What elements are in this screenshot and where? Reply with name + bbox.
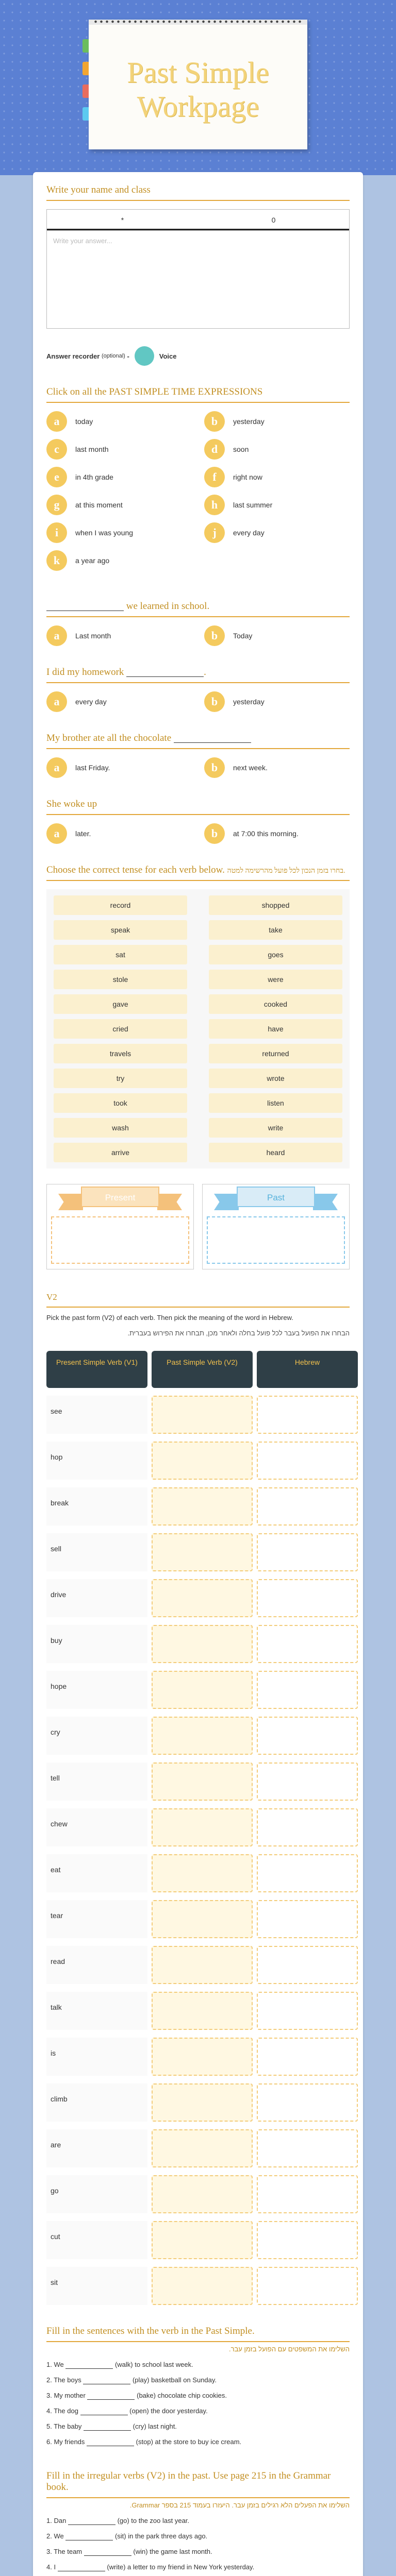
table-col-1: * [121,216,124,224]
heading-rule [46,748,350,749]
answer-blank[interactable] [80,2408,128,2415]
hebrew-drop-cell[interactable] [257,1487,358,1526]
table-row [46,1487,350,1526]
verb-cell: hop [46,1442,147,1480]
verb-cell: sit [46,2267,147,2305]
verb-chip[interactable]: shopped [209,895,342,915]
ribbon-tail-left [58,1194,83,1210]
question-heading: Fill in the sentences with the verb in the Past Simple. [46,2326,255,2336]
choice-text: every day [233,529,265,537]
verb-cell: tell [46,1762,147,1801]
choice-list [46,411,350,571]
verb-chip[interactable]: returned [209,1044,342,1063]
verb-chip[interactable]: took [54,1093,187,1113]
letter-a: a [46,757,67,778]
past-drop-cell[interactable] [152,2221,253,2259]
notepad-tabs [82,39,89,130]
heading-hebrew: השלימו את הפעלים הלא רגילים בזמן עבר. היעזרו בעמוד 215 בספר Grammar. [129,2501,350,2509]
recorder-label: Answer recorder [46,352,100,360]
present-drop-zone[interactable] [51,1216,189,1264]
sort-area [46,1184,350,1269]
letter-b: b [204,757,225,778]
answer-blank [46,603,124,611]
choice-e[interactable] [46,467,192,487]
verb-chip[interactable]: gave [54,994,187,1014]
heading-text: Choose the correct tense for each verb below. [46,865,225,875]
verb-chip[interactable]: goes [209,945,342,964]
letter-a: a [46,823,67,844]
letter-a: a [46,691,67,712]
choice-c[interactable] [46,439,192,460]
answer-blank[interactable] [87,2439,134,2446]
tab-blue [82,107,89,121]
table-col-2: 0 [271,216,276,224]
sentence-end: (open) the door yesterday. [129,2407,208,2415]
choice-text: when I was young [75,529,134,537]
choice-text: last summer [233,501,273,509]
verb-cell: cut [46,2221,147,2259]
table-row [46,1992,350,2030]
table-row [46,1808,350,1846]
hebrew-drop-cell[interactable] [257,1762,358,1801]
hebrew-drop-cell[interactable] [257,1396,358,1434]
past-drop-cell[interactable] [152,2267,253,2305]
answer-blank[interactable] [83,2377,130,2384]
present-column [46,1184,194,1269]
table-row [46,1946,350,1984]
instructions-hebrew: הבחרו את הפועל בעבר לכל פועל בחלה ולאחר מכן, תבחרו את הפירוש בעברית. [127,1329,350,1337]
past-drop-cell[interactable] [152,1992,253,2030]
table-row [46,1900,350,1938]
sentence-row [46,2560,350,2575]
past-drop-cell[interactable] [152,2038,253,2076]
question-heading [46,601,350,612]
verb-cell: cry [46,1717,147,1755]
verb-cell: are [46,2129,147,2167]
sentence-start: 5. The baby [46,2422,82,2430]
table-row [46,1762,350,1801]
question-chocolate [46,733,350,778]
table-header [47,210,349,230]
sentence-start: 4. The dog [46,2407,78,2415]
past-drop-cell[interactable] [152,1946,253,1984]
verb-cell: buy [46,1625,147,1663]
choice-a[interactable] [46,411,192,432]
page-title: Past Simple Workpage [127,56,269,123]
answer-blank[interactable] [65,2533,113,2540]
choice-b[interactable] [204,823,350,844]
letter-a: a [46,625,67,646]
verb-chip[interactable]: take [209,920,342,940]
past-column [202,1184,350,1269]
ribbon-tail-right [157,1194,182,1210]
verb-cell: eat [46,1854,147,1892]
question-woke-up [46,799,350,844]
choice-text: yesterday [233,417,265,426]
record-button[interactable] [135,346,154,366]
letter-h: h [204,495,225,515]
heading-text: I did my homework [46,667,124,677]
sentence-row [46,2372,350,2388]
sentence-row [46,2513,350,2529]
sentence-start: 2. We [46,2532,64,2540]
verb-cell: tear [46,1900,147,1938]
letter-b: b [204,691,225,712]
sentence-end: (cry) last night. [133,2422,177,2430]
past-drop-cell[interactable] [152,1900,253,1938]
heading-text: we learned in school. [126,601,210,612]
table-row [46,1717,350,1755]
question-heading [46,667,350,678]
choice-a[interactable] [46,691,192,712]
letter-g: g [46,495,67,515]
verb-cell: read [46,1946,147,1984]
table-row [46,2038,350,2076]
heading-hebrew: השלימו את המשפטים עם הפועל בזמן עבר. [228,2345,350,2353]
past-drop-cell[interactable] [152,1579,253,1617]
sentence-row [46,2403,350,2419]
hebrew-drop-cell[interactable] [257,1442,358,1480]
question-name-class [46,184,350,366]
choice-text: Today [233,632,253,640]
present-label: Present [81,1187,159,1207]
answer-blank[interactable] [84,2424,131,2431]
sentence-row [46,2357,350,2372]
verb-chip[interactable]: listen [209,1093,342,1113]
past-ribbon [207,1184,345,1216]
sentence-row [46,2419,350,2434]
hebrew-drop-cell[interactable] [257,1900,358,1938]
choice-a[interactable] [46,625,192,646]
question-fill-regular [46,2326,350,2450]
worksheet [33,172,363,2576]
sentence-start: 4. I [46,2563,56,2571]
verb-chip[interactable]: try [54,1069,187,1088]
verb-cell: go [46,2175,147,2213]
v2-table [46,1351,350,2305]
letter-i: i [46,522,67,543]
answer-recorder [46,346,350,366]
sentence-start: 3. My mother [46,2392,86,2399]
ribbon-tail-right [313,1194,338,1210]
letter-a: a [46,411,67,432]
verb-chip[interactable]: stole [54,970,187,989]
question-school [46,601,350,646]
hebrew-drop-cell[interactable] [257,2083,358,2122]
letter-c: c [46,439,67,460]
heading-rule [46,1307,350,1308]
choice-text: in 4th grade [75,473,113,481]
choice-b[interactable] [204,411,350,432]
question-fill-irregular [46,2470,350,2576]
col-present: Present Simple Verb (V1) [46,1351,147,1388]
heading-rule [46,616,350,617]
choice-text: last month [75,445,109,453]
past-drop-cell[interactable] [152,1442,253,1480]
hebrew-drop-cell[interactable] [257,2175,358,2213]
choice-d[interactable] [204,439,350,460]
answer-textarea[interactable]: Write your answer... [47,230,349,328]
table-header-row [46,1351,350,1388]
choice-text: yesterday [233,698,265,706]
tab-green [82,39,89,53]
letter-k: k [46,550,67,571]
verb-chip[interactable]: speak [54,920,187,940]
answer-blank [174,735,251,743]
table-row [46,2175,350,2213]
choice-g[interactable] [46,495,192,515]
question-heading [46,865,350,876]
verb-cell: climb [46,2083,147,2122]
sentence-end: (sit) in the park three days ago. [114,2532,208,2540]
heading-rule [46,814,350,815]
table-row [46,2129,350,2167]
past-drop-cell[interactable] [152,1533,253,1571]
heading-rule [46,402,350,403]
sentence-end: (go) to the zoo last year. [117,2517,190,2524]
question-heading [46,733,350,744]
choice-text: soon [233,445,249,453]
verb-chip[interactable]: were [209,970,342,989]
choice-f[interactable] [204,467,350,487]
sentence-row [46,2529,350,2544]
heading-period: . [204,667,206,677]
choice-text: today [75,417,93,426]
sentence-end: (play) basketball on Sunday. [132,2376,217,2384]
verb-cell: sell [46,1533,147,1571]
verb-chip[interactable]: write [209,1118,342,1138]
verb-cell: talk [46,1992,147,2030]
hebrew-drop-cell[interactable] [257,1579,358,1617]
sentence-list [46,2357,350,2450]
choice-text: later. [75,829,91,838]
past-drop-cell[interactable] [152,2129,253,2167]
past-drop-cell[interactable] [152,1762,253,1801]
hebrew-drop-cell[interactable] [257,2129,358,2167]
verb-chip[interactable]: heard [209,1143,342,1162]
sentence-end: (win) the game last month. [133,2548,212,2555]
choice-b[interactable] [204,757,350,778]
heading-hebrew: בחרו בזמן הנכון לכל פועל מהרשימה למטה. [227,867,345,875]
letter-f: f [204,467,225,487]
sentence-end: (walk) to school last week. [114,2361,193,2368]
verb-chip[interactable]: cried [54,1019,187,1039]
verb-chip[interactable]: sat [54,945,187,964]
past-drop-cell[interactable] [152,1671,253,1709]
verb-chip[interactable]: cooked [209,994,342,1014]
letter-b: b [204,625,225,646]
table-row [46,1625,350,1663]
answer-blank[interactable] [87,2393,135,2400]
choice-text: a year ago [75,556,110,565]
sentence-end: (stop) at the store to buy ice cream. [136,2438,242,2446]
sentence-list [46,2513,350,2576]
choice-text: right now [233,473,262,481]
verb-cell: chew [46,1808,147,1846]
heading-text: My brother ate all the chocolate [46,733,172,743]
choice-h[interactable] [204,495,350,515]
title-notepad [89,20,307,149]
letter-b: b [204,823,225,844]
past-label: Past [237,1187,315,1207]
table-row [46,2221,350,2259]
past-drop-cell[interactable] [152,1854,253,1892]
choice-i[interactable] [46,522,192,543]
hebrew-drop-cell[interactable] [257,1671,358,1709]
heading-rule [46,682,350,683]
heading-rule [46,880,350,881]
voice-label: Voice [159,352,177,360]
answer-blank[interactable] [58,2564,105,2571]
hebrew-drop-cell[interactable] [257,1854,358,1892]
question-heading: She woke up [46,799,97,809]
letter-j: j [204,522,225,543]
col-past: Past Simple Verb (V2) [152,1351,253,1388]
letter-b: b [204,411,225,432]
question-heading: Fill in the irregular verbs (V2) in the past. Use page 215 in the Grammar book. [46,2470,331,2493]
answer-blank[interactable] [68,2518,116,2525]
past-drop-cell[interactable] [152,1396,253,1434]
table-row [46,1533,350,1571]
hebrew-drop-cell[interactable] [257,2221,358,2259]
sentence-start: 6. My friends [46,2438,85,2446]
tab-red [82,84,89,98]
past-drop-zone[interactable] [207,1216,345,1264]
verb-cell: drive [46,1579,147,1617]
hebrew-drop-cell[interactable] [257,1717,358,1755]
past-drop-cell[interactable] [152,1487,253,1526]
choice-list [46,823,350,844]
table-row [46,1442,350,1480]
heading-rule [46,200,350,201]
tab-orange [82,62,89,75]
present-ribbon [51,1184,189,1216]
sentence-row [46,2388,350,2403]
choice-k[interactable] [46,550,192,571]
table-row [46,1396,350,1434]
table-row [46,2267,350,2305]
choice-list [46,625,350,646]
spiral-binding [93,16,303,27]
instructions: Pick the past form (V2) of each verb. Then pick the meaning of the word in Hebrew. [46,1314,293,1321]
recorder-optional: (optional) [101,353,125,359]
ribbon-tail-left [214,1194,239,1210]
sentence-row [46,2544,350,2560]
answer-blank[interactable] [84,2549,131,2556]
past-drop-cell[interactable] [152,1625,253,1663]
choice-list [46,691,350,712]
hebrew-drop-cell[interactable] [257,2038,358,2076]
past-drop-cell[interactable] [152,1808,253,1846]
heading-rule [46,2497,350,2498]
hebrew-drop-cell[interactable] [257,1533,358,1571]
question-tense-sort [46,865,350,1269]
choice-text: every day [75,698,107,706]
choice-text: Last month [75,632,111,640]
table-row [46,1671,350,1709]
question-heading: Write your name and class [46,184,151,195]
sentence-start: 1. Dan [46,2517,67,2524]
verb-chip[interactable]: travels [54,1044,187,1063]
choice-text: at 7:00 this morning. [233,829,299,838]
table-row [46,1854,350,1892]
col-hebrew: Hebrew [257,1351,358,1388]
choice-a[interactable] [46,757,192,778]
answer-blank [126,669,204,677]
sentence-row [46,2434,350,2450]
past-drop-cell[interactable] [152,1717,253,1755]
choice-text: at this moment [75,501,123,509]
past-drop-cell[interactable] [152,2083,253,2122]
header-banner [0,0,396,175]
hebrew-drop-cell[interactable] [257,1625,358,1663]
choice-text: next week. [233,764,268,772]
table-row [46,1579,350,1617]
sentence-end: (write) a letter to my friend in New York yesterday. [107,2563,255,2571]
recorder-dash: - [127,352,129,360]
verb-grid [54,895,342,1162]
heading-rule [46,2341,350,2342]
past-drop-cell[interactable] [152,2175,253,2213]
verb-cell: see [46,1396,147,1434]
verb-chip[interactable]: have [209,1019,342,1039]
hebrew-drop-cell[interactable] [257,2267,358,2305]
choice-list [46,757,350,778]
verb-cell: is [46,2038,147,2076]
hebrew-drop-cell[interactable] [257,1946,358,1984]
table-row [46,2083,350,2122]
choice-b[interactable] [204,691,350,712]
choice-a[interactable] [46,823,192,844]
verb-cell: hope [46,1671,147,1709]
verb-cell: break [46,1487,147,1526]
question-homework [46,667,350,712]
name-class-table [46,209,350,329]
hebrew-drop-cell[interactable] [257,1808,358,1846]
question-v2 [46,1292,350,2305]
letter-d: d [204,439,225,460]
sentence-end: (bake) chocolate chip cookies. [137,2392,227,2399]
verb-chip[interactable]: wrote [209,1069,342,1088]
question-time-expressions [46,386,350,571]
hebrew-drop-cell[interactable] [257,1992,358,2030]
verb-bank [46,889,350,1168]
verb-chip[interactable]: wash [54,1118,187,1138]
verb-chip[interactable]: record [54,895,187,915]
choice-j[interactable] [204,522,350,543]
verb-chip[interactable]: arrive [54,1143,187,1162]
question-heading: Click on all the PAST SIMPLE TIME EXPRESSIONS [46,386,263,397]
choice-b[interactable] [204,625,350,646]
sentence-start: 2. The boys [46,2376,81,2384]
sentence-start: 1. We [46,2361,64,2368]
letter-e: e [46,467,67,487]
answer-blank[interactable] [65,2362,113,2369]
choice-text: last Friday. [75,764,110,772]
sentence-start: 3. The team [46,2548,82,2555]
question-heading: V2 [46,1292,57,1302]
